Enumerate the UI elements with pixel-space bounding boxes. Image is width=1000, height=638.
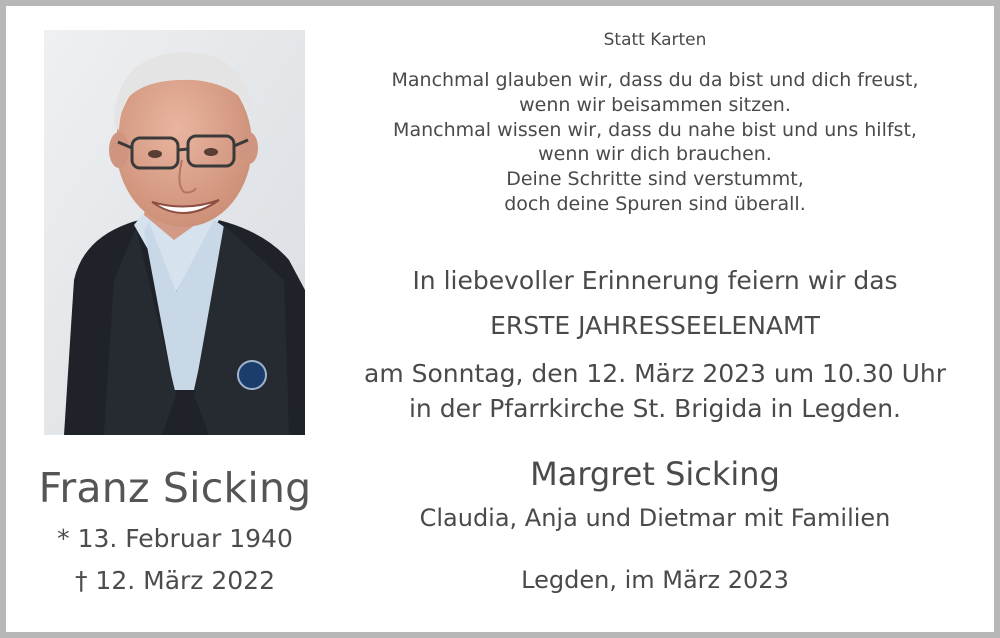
deceased-name: Franz Sicking xyxy=(38,464,312,512)
poem-line: Deine Schritte sind verstummt, xyxy=(506,168,804,191)
birth-date: * 13. Februar 1940 xyxy=(57,524,293,553)
portrait-icon xyxy=(44,30,305,435)
poem-line: wenn wir beisammen sitzen. xyxy=(519,93,791,116)
location-date: Legden, im März 2023 xyxy=(521,566,789,594)
event-date: am Sonntag, den 12. März 2023 um 10.30 Uhr xyxy=(364,359,946,388)
poem-line: wenn wir dich brauchen. xyxy=(538,143,772,166)
poem-line: doch deine Spuren sind überall. xyxy=(504,192,806,215)
event-place: in der Pfarrkirche St. Brigida in Legden. xyxy=(408,394,901,423)
portrait-photo xyxy=(44,30,305,435)
poem xyxy=(330,68,980,217)
header-statt-karten: Statt Karten xyxy=(603,30,707,50)
poem-line: Manchmal wissen wir, dass du nahe bist und uns hilfst, xyxy=(393,118,917,141)
signatory-name: Margret Sicking xyxy=(530,455,780,493)
family-members: Claudia, Anja und Dietmar mit Familien xyxy=(419,504,891,532)
event-title: ERSTE JAHRESSEELENAMT xyxy=(490,311,820,340)
intro-text: In liebevoller Erinnerung feiern wir das xyxy=(412,266,898,295)
death-date: † 12. März 2022 xyxy=(74,566,275,595)
poem-line: Manchmal glauben wir, dass du da bist und dich freust, xyxy=(391,69,919,91)
